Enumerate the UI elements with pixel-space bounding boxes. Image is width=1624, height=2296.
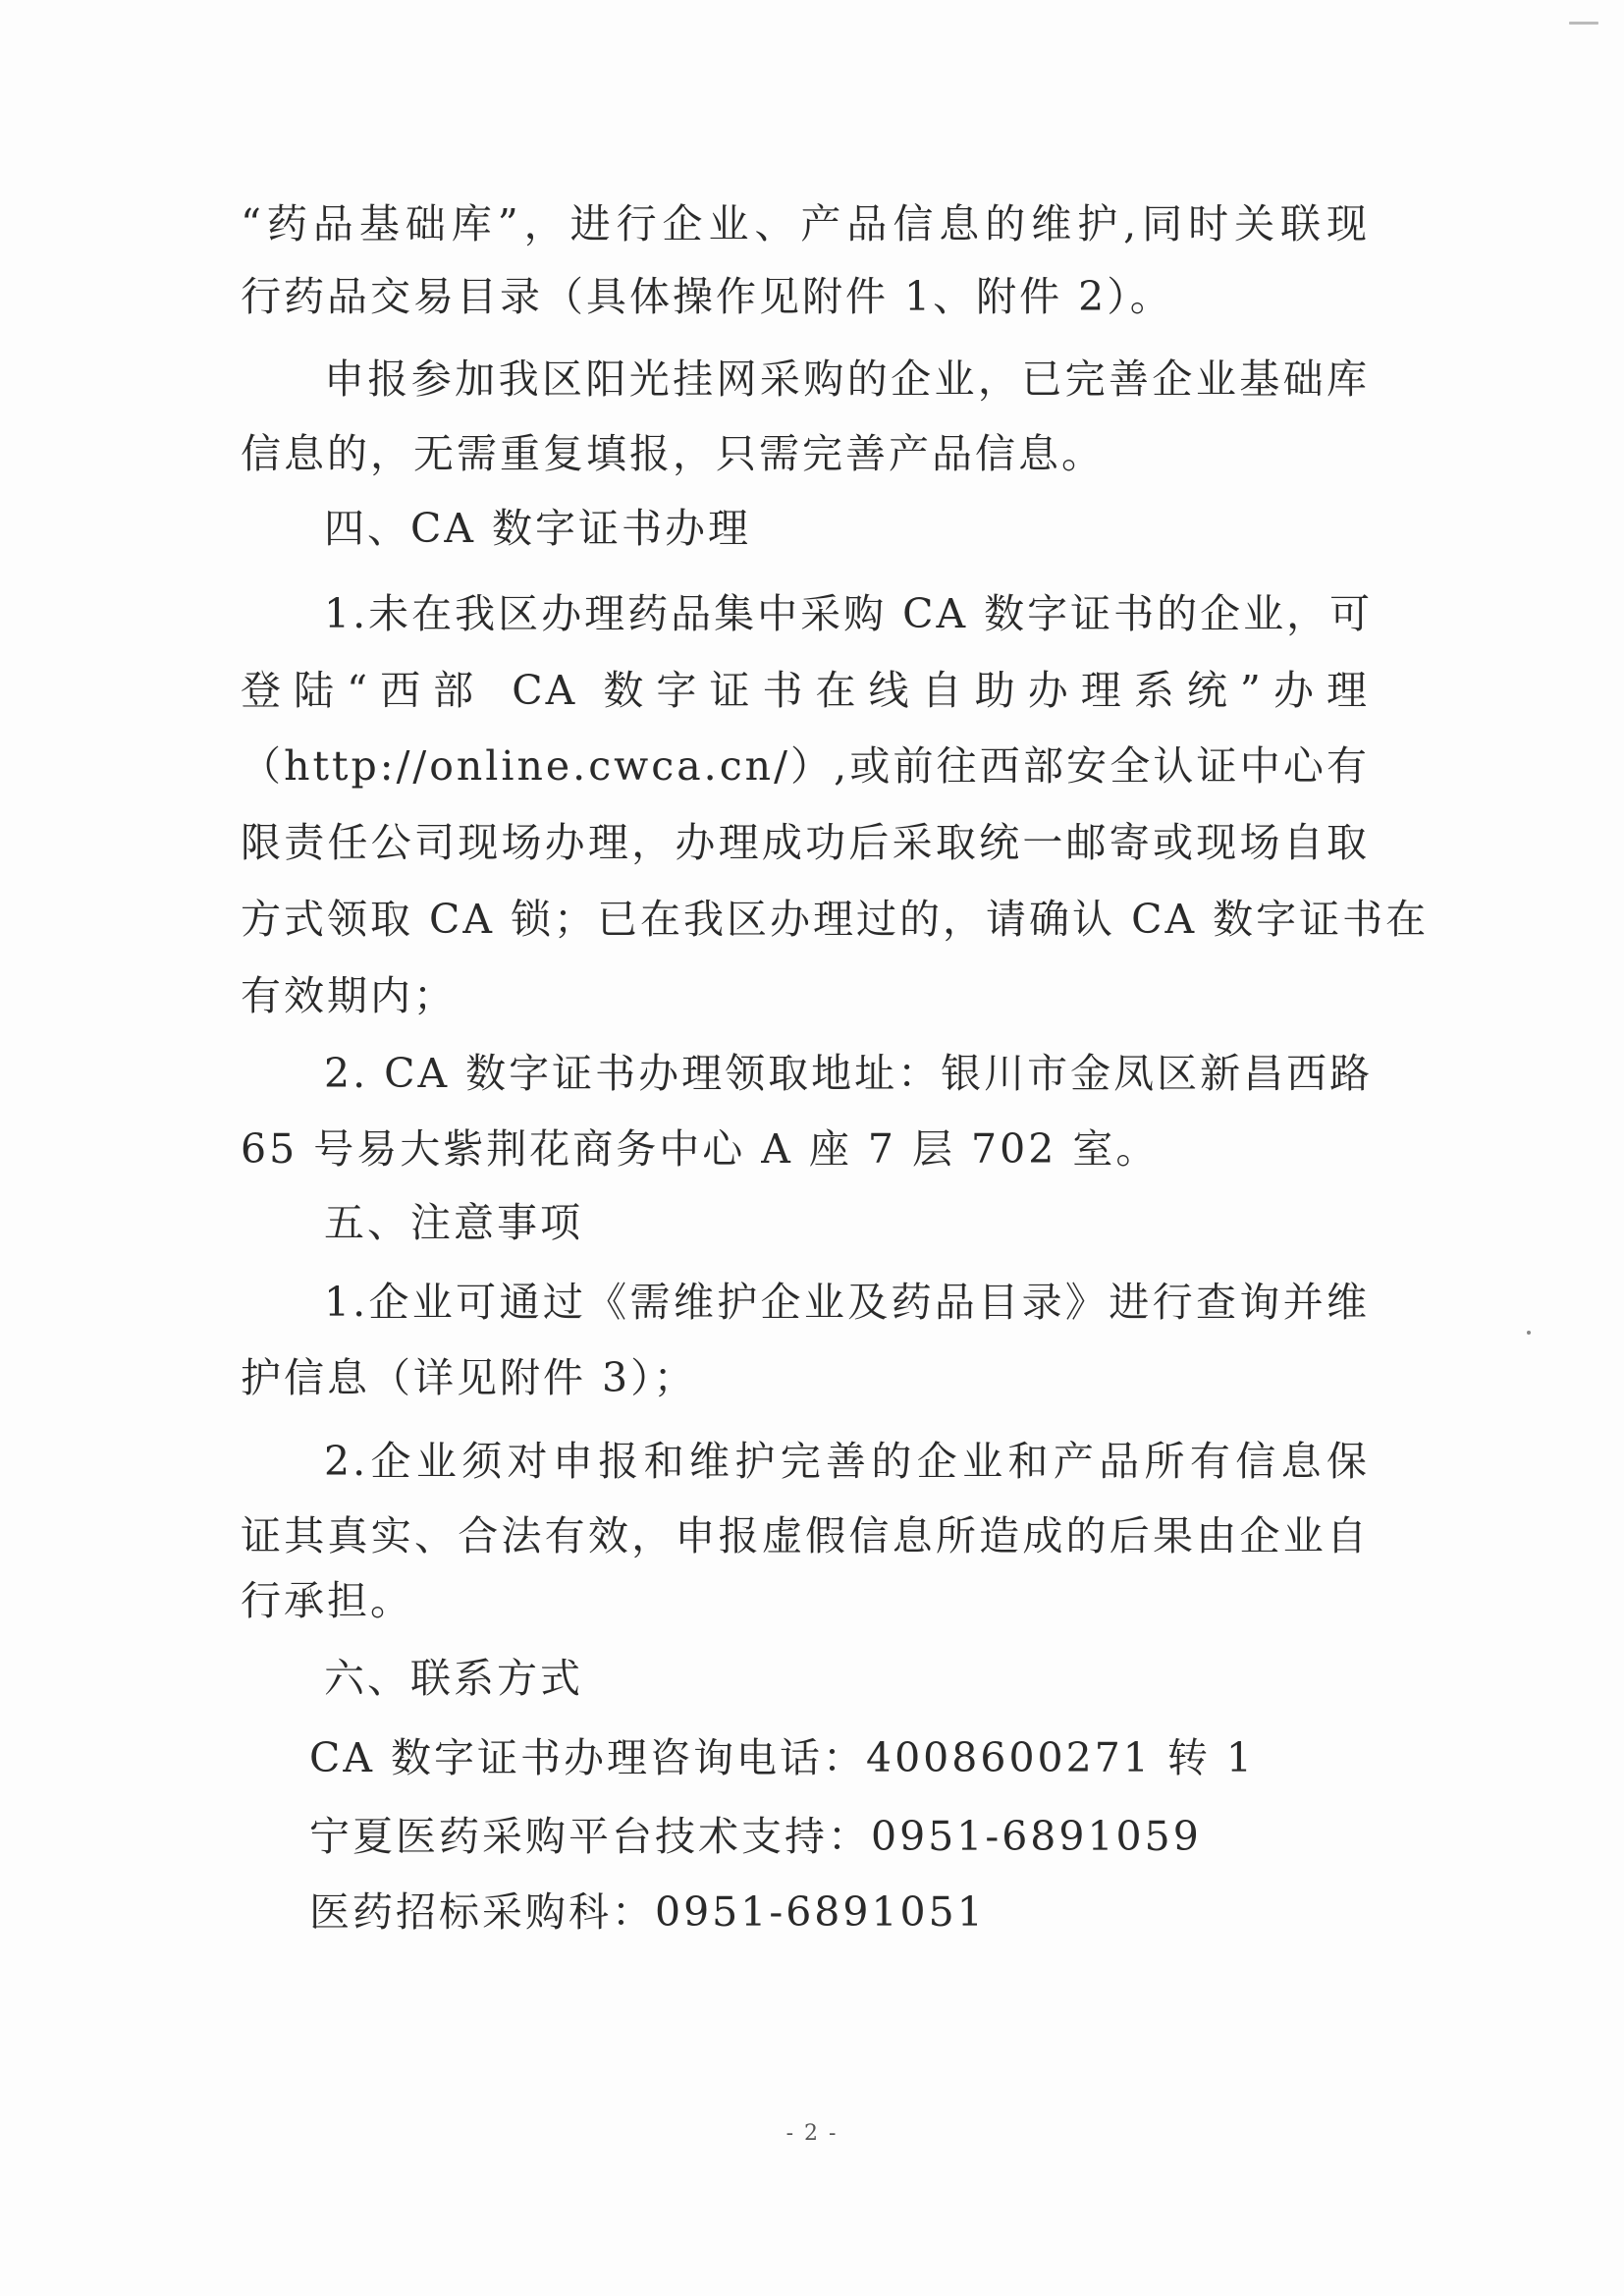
paragraph-line: 方式领取 CA 锁；已在我区办理过的，请确认 CA 数字证书在 xyxy=(241,896,1430,943)
contact-line: 医药招标采购科：0951-6891051 xyxy=(309,1888,986,1936)
contact-line: CA 数字证书办理咨询电话：4008600271 转 1 xyxy=(309,1734,1256,1781)
scan-speck xyxy=(1569,22,1598,25)
paragraph-line: 行药品交易目录（具体操作见附件 1、附件 2）。 xyxy=(241,273,1173,320)
paragraph-line: 证其真实、合法有效，申报虚假信息所造成的后果由企业自 xyxy=(241,1512,1370,1559)
paragraph-line: 2. CA 数字证书办理领取地址：银川市金凤区新昌西路 xyxy=(324,1050,1374,1097)
contact-line: 宁夏医药采购平台技术支持：0951-6891059 xyxy=(309,1813,1202,1860)
paragraph-line: “药品基础库”，进行企业、产品信息的维护,同时关联现 xyxy=(241,200,1370,247)
paragraph-line: 申报参加我区阳光挂网采购的企业，已完善企业基础库 xyxy=(324,355,1370,403)
paragraph-line: 2.企业须对申报和维护完善的企业和产品所有信息保 xyxy=(324,1438,1370,1485)
section-heading: 六、联系方式 xyxy=(324,1655,583,1702)
paragraph-line: 65 号易大紫荆花商务中心 A 座 7 层 702 室。 xyxy=(241,1125,1160,1173)
paragraph-line: 1.未在我区办理药品集中采购 CA 数字证书的企业，可 xyxy=(324,590,1374,637)
paragraph-line: 1.企业可通过《需维护企业及药品目录》进行查询并维 xyxy=(324,1279,1370,1326)
section-heading: 五、注意事项 xyxy=(324,1199,583,1246)
paragraph-line: （http://online.cwca.cn/）,或前往西部安全认证中心有 xyxy=(241,742,1370,790)
paragraph-line: 登陆“西部 CA 数字证书在线自助办理系统”办理 xyxy=(241,667,1370,714)
paragraph-line: 限责任公司现场办理，办理成功后采取统一邮寄或现场自取 xyxy=(241,819,1370,866)
page-number: - 2 - xyxy=(785,2121,839,2146)
scan-speck xyxy=(1527,1331,1531,1335)
paragraph-line: 护信息（详见附件 3）； xyxy=(241,1354,697,1401)
paragraph-line: 信息的，无需重复填报，只需完善产品信息。 xyxy=(241,430,1105,477)
paragraph-line: 有效期内； xyxy=(241,972,457,1019)
paragraph-line: 行承担。 xyxy=(241,1577,413,1624)
section-heading: 四、CA 数字证书办理 xyxy=(324,505,752,552)
